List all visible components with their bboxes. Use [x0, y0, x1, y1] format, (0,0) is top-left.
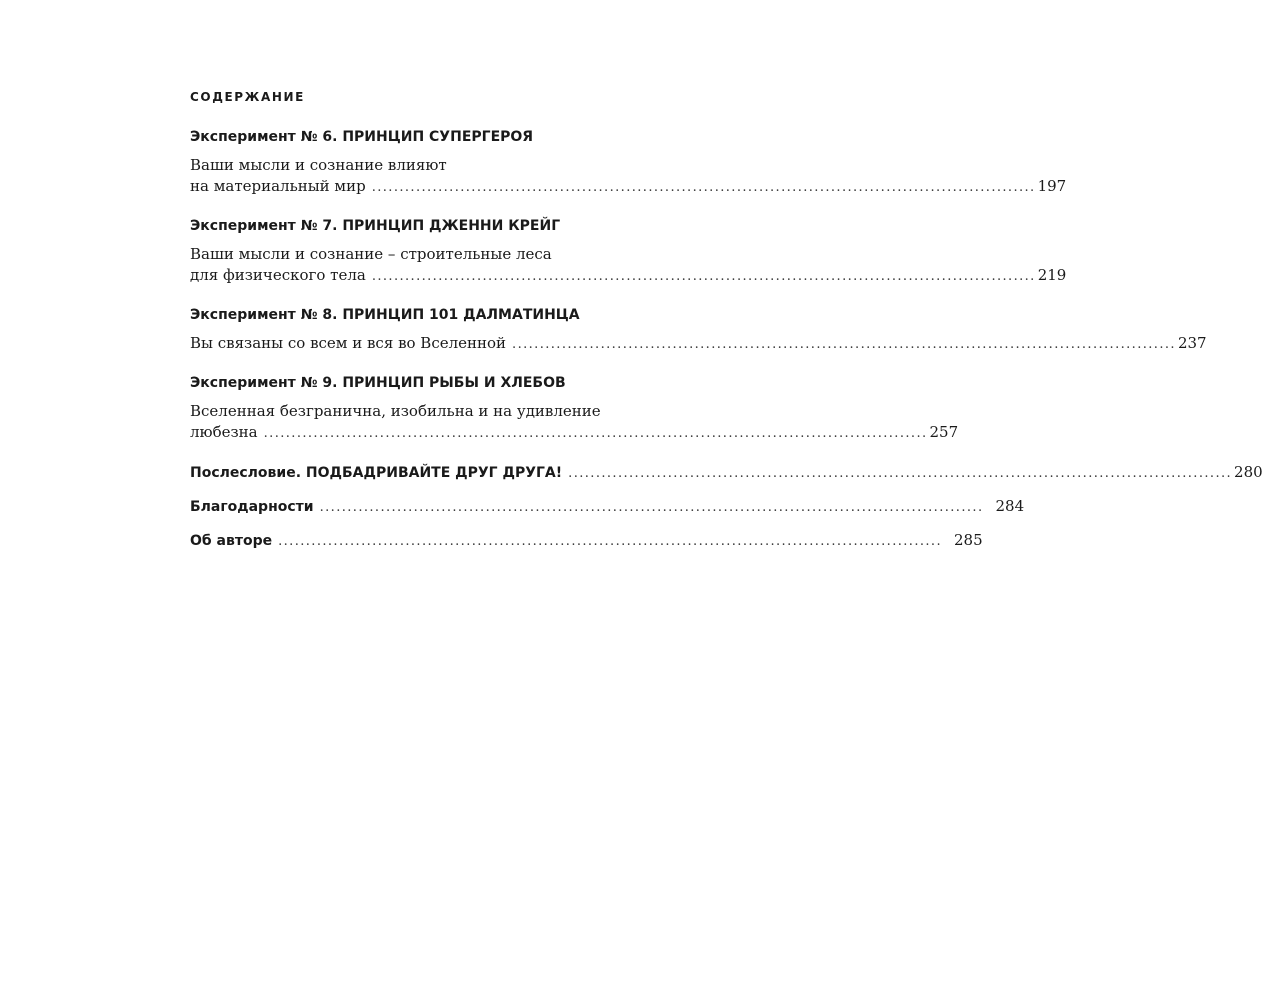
- entry-leader-line[interactable]: [190, 333, 1207, 355]
- dot-leader: ........................................................................................................................: [371, 269, 1036, 284]
- dot-leader: ........................................................................................................................: [278, 534, 942, 549]
- entry-subtitle-line1: Вселенная безгранична, изобильна и на удивление: [190, 402, 601, 420]
- entry-subtitle-line2: на материальный мир: [190, 177, 366, 195]
- section-entry: [190, 333, 1207, 355]
- entry-leader-line[interactable]: [190, 176, 1067, 198]
- entry-leader-line[interactable]: [190, 422, 959, 444]
- section-entry: [190, 155, 1067, 198]
- toc-entry-about-author[interactable]: [190, 531, 983, 549]
- page-number: 197: [1037, 177, 1067, 195]
- about-author-label: Об авторе: [190, 533, 273, 549]
- page-number: 257: [929, 423, 959, 441]
- afterword-label: Послесловие. ПОДБАДРИВАЙТЕ ДРУГ ДРУГА!: [190, 465, 563, 481]
- dot-leader: ........................................................................................................................: [371, 180, 1036, 195]
- toc-section-experiment-9: [190, 374, 959, 444]
- entry-subtitle-line1: Ваши мысли и сознание влияют: [190, 156, 447, 174]
- dot-leader: ........................................................................................................................: [263, 426, 928, 441]
- section-title[interactable]: Эксперимент № 6. ПРИНЦИП СУПЕРГЕРОЯ: [190, 129, 534, 145]
- table-of-contents: [190, 90, 1263, 565]
- page-number: 237: [1177, 334, 1207, 352]
- toc-section-experiment-8: [190, 306, 1207, 355]
- acknowledgements-label: Благодарности: [190, 499, 314, 515]
- toc-section-experiment-7: [190, 217, 1067, 287]
- entry-subtitle-line2: для физического тела: [190, 266, 366, 284]
- entry-subtitle: Вы связаны со всем и вся во Вселенной: [190, 334, 507, 352]
- page-number: 280: [1234, 463, 1263, 481]
- toc-entry-acknowledgements[interactable]: [190, 497, 1025, 515]
- page-number: 285: [954, 531, 983, 549]
- page-number: 284: [995, 497, 1025, 515]
- toc-entry-afterword[interactable]: [190, 463, 1263, 481]
- section-title[interactable]: Эксперимент № 9. ПРИНЦИП РЫБЫ И ХЛЕБОВ: [190, 375, 566, 391]
- dot-leader: ........................................................................................................................: [512, 337, 1176, 352]
- dot-leader: ........................................................................................................................: [319, 500, 984, 515]
- toc-section-experiment-6: [190, 128, 1067, 198]
- page-number: 219: [1037, 266, 1067, 284]
- entry-subtitle-line2: любезна: [190, 423, 258, 441]
- toc-heading: СОДЕРЖАНИЕ: [190, 90, 305, 104]
- dot-leader: ........................................................................................................................: [568, 466, 1233, 481]
- section-entry: [190, 401, 959, 444]
- section-entry: [190, 244, 1067, 287]
- entry-leader-line[interactable]: [190, 265, 1067, 287]
- entry-subtitle-line1: Ваши мысли и сознание – строительные леса: [190, 245, 552, 263]
- section-title[interactable]: Эксперимент № 7. ПРИНЦИП ДЖЕННИ КРЕЙГ: [190, 218, 561, 234]
- section-title[interactable]: Эксперимент № 8. ПРИНЦИП 101 ДАЛМАТИНЦА: [190, 307, 580, 323]
